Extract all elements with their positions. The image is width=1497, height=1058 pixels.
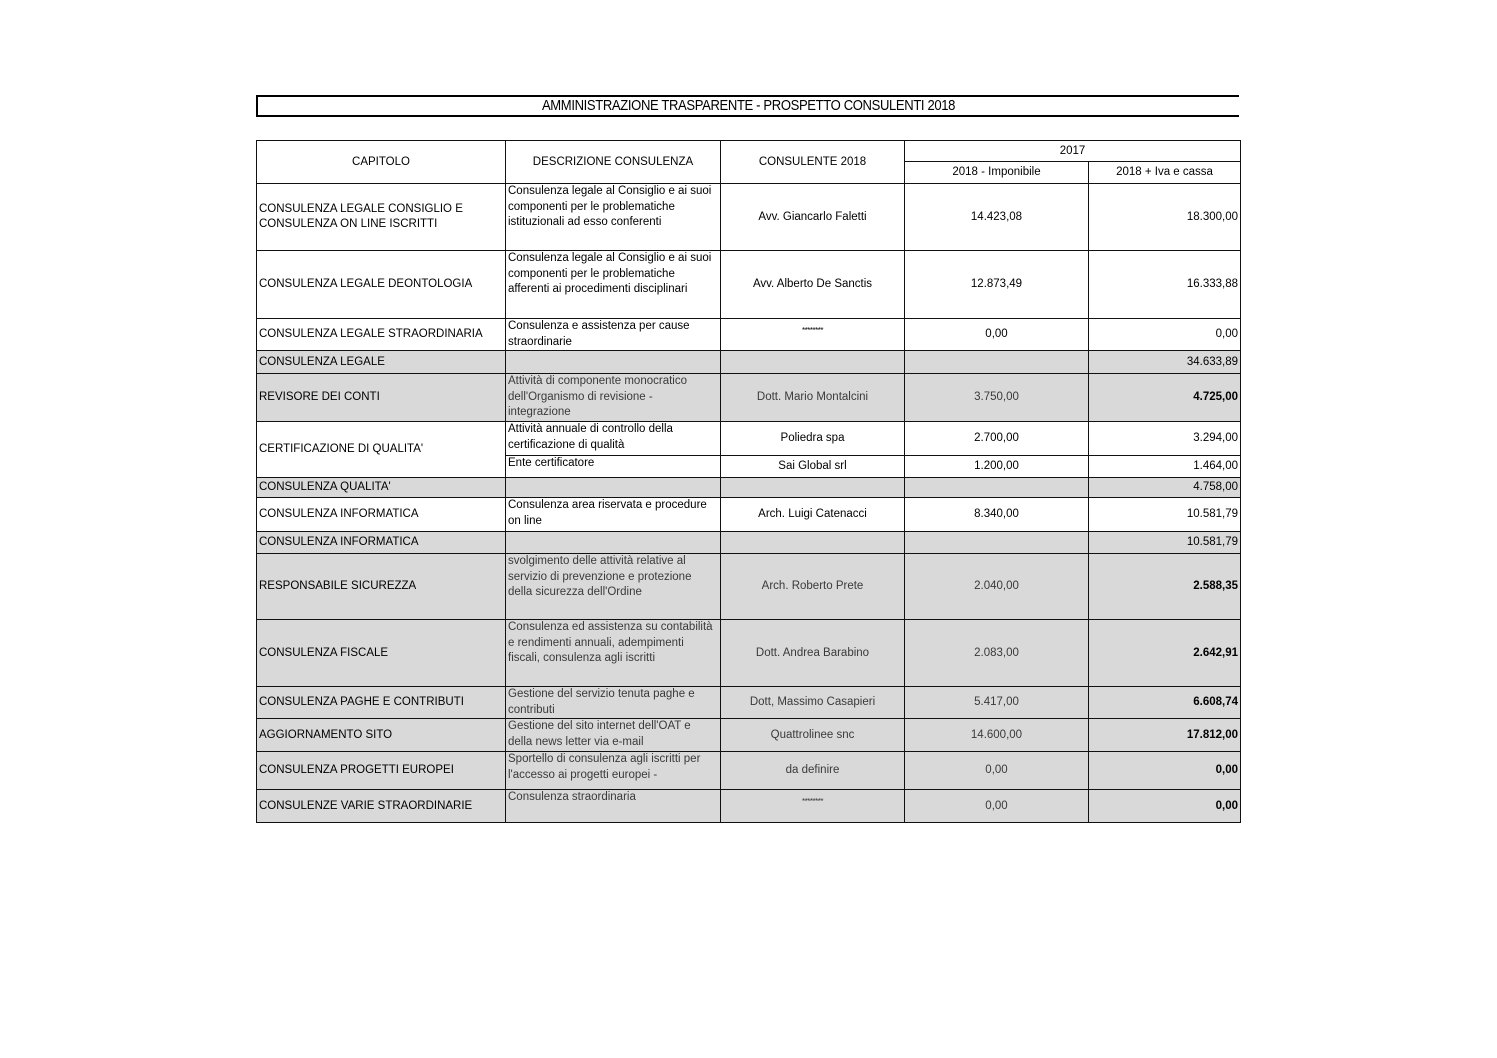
cell-descrizione: Ente certificatore bbox=[506, 456, 721, 478]
cell-consulente: ******** bbox=[721, 790, 905, 823]
cell-consulente: Dott. Mario Montalcini bbox=[721, 374, 905, 422]
cell-descrizione: Consulenza area riservata e procedure on line bbox=[506, 498, 721, 532]
table-row bbox=[257, 620, 1241, 687]
cell-capitolo: CONSULENZA LEGALE DEONTOLOGIA bbox=[257, 251, 506, 319]
cell-imponibile: 14.600,00 bbox=[905, 719, 1089, 752]
cell-consulente: Arch. Luigi Catenacci bbox=[721, 498, 905, 532]
cell-consulente: Sai Global srl bbox=[721, 456, 905, 478]
cell-imponibile-empty bbox=[905, 351, 1089, 374]
cell-imponibile: 2.040,00 bbox=[905, 554, 1089, 620]
cell-capitolo: CONSULENZA LEGALE bbox=[257, 351, 506, 374]
cell-descrizione: Attività annuale di controllo della certificazione di qualità bbox=[506, 422, 721, 456]
cell-capitolo: AGGIORNAMENTO SITO bbox=[257, 719, 506, 752]
cell-consulente: da definire bbox=[721, 752, 905, 790]
cell-imponibile-empty bbox=[905, 478, 1089, 498]
table-row bbox=[257, 554, 1241, 620]
subtotal-row bbox=[257, 351, 1241, 374]
cell-iva: 16.333,88 bbox=[1089, 251, 1241, 319]
cell-imponibile: 8.340,00 bbox=[905, 498, 1089, 532]
cell-consulente: Poliedra spa bbox=[721, 422, 905, 456]
table-row bbox=[257, 422, 1241, 456]
cell-subtotal: 10.581,79 bbox=[1089, 532, 1241, 554]
header-imponibile: 2018 - Imponibile bbox=[905, 162, 1089, 184]
table-row bbox=[257, 687, 1241, 719]
cell-subtotal: 4.758,00 bbox=[1089, 478, 1241, 498]
subtotal-row bbox=[257, 478, 1241, 498]
cell-imponibile: 2.083,00 bbox=[905, 620, 1089, 687]
cell-capitolo: CONSULENZA FISCALE bbox=[257, 620, 506, 687]
cell-consulente: Quattrolinee snc bbox=[721, 719, 905, 752]
cell-capitolo: CONSULENZA LEGALE CONSIGLIO E CONSULENZA ON LINE ISCRITTI bbox=[257, 184, 506, 251]
consultants-table bbox=[256, 140, 1241, 823]
cell-capitolo: CONSULENZA QUALITA' bbox=[257, 478, 506, 498]
cell-imponibile: 5.417,00 bbox=[905, 687, 1089, 719]
cell-consulente-empty bbox=[721, 478, 905, 498]
cell-iva: 1.464,00 bbox=[1089, 456, 1241, 478]
document-title: AMMINISTRAZIONE TRASPARENTE - PROSPETTO CONSULENTI 2018 bbox=[541, 98, 956, 114]
cell-capitolo: CERTIFICAZIONE DI QUALITA' bbox=[257, 422, 506, 478]
cell-imponibile-empty bbox=[905, 532, 1089, 554]
table-row bbox=[257, 790, 1241, 823]
table-row bbox=[257, 374, 1241, 422]
cell-descrizione: Consulenza legale al Consiglio e ai suoi componenti per le problematiche afferenti ai procedimenti disciplinari bbox=[506, 251, 721, 319]
cell-capitolo: CONSULENZA INFORMATICA bbox=[257, 498, 506, 532]
cell-capitolo: RESPONSABILE SICUREZZA bbox=[257, 554, 506, 620]
cell-iva: 0,00 bbox=[1089, 752, 1241, 790]
cell-descrizione: Consulenza e assistenza per cause straordinarie bbox=[506, 319, 721, 351]
cell-iva: 17.812,00 bbox=[1089, 719, 1241, 752]
cell-iva: 2.642,91 bbox=[1089, 620, 1241, 687]
cell-descrizione-empty bbox=[506, 351, 721, 374]
cell-iva: 0,00 bbox=[1089, 319, 1241, 351]
cell-iva: 4.725,00 bbox=[1089, 374, 1241, 422]
cell-imponibile: 0,00 bbox=[905, 752, 1089, 790]
cell-descrizione: Consulenza legale al Consiglio e ai suoi componenti per le problematiche istituzionali ad esso conferenti bbox=[506, 184, 721, 251]
document-title-box bbox=[256, 95, 1239, 117]
cell-descrizione: Sportello di consulenza agli iscritti per l'accesso ai progetti europei - bbox=[506, 752, 721, 790]
cell-descrizione: Gestione del servizio tenuta paghe e contributi bbox=[506, 687, 721, 719]
cell-iva: 2.588,35 bbox=[1089, 554, 1241, 620]
header-consulente: CONSULENTE 2018 bbox=[721, 141, 905, 184]
cell-imponibile: 2.700,00 bbox=[905, 422, 1089, 456]
cell-consulente: Dott. Andrea Barabino bbox=[721, 620, 905, 687]
cell-descrizione: Attività di componente monocratico dell'Organismo di revisione - integrazione bbox=[506, 374, 721, 422]
cell-capitolo: CONSULENZE VARIE STRAORDINARIE bbox=[257, 790, 506, 823]
table-row bbox=[257, 319, 1241, 351]
header-iva: 2018 + Iva e cassa bbox=[1089, 162, 1241, 184]
cell-capitolo: CONSULENZA INFORMATICA bbox=[257, 532, 506, 554]
cell-imponibile: 12.873,49 bbox=[905, 251, 1089, 319]
cell-consulente: Arch. Roberto Prete bbox=[721, 554, 905, 620]
cell-consulente: Avv. Alberto De Sanctis bbox=[721, 251, 905, 319]
cell-capitolo: REVISORE DEI CONTI bbox=[257, 374, 506, 422]
cell-consulente-empty bbox=[721, 351, 905, 374]
cell-descrizione: Gestione del sito internet dell'OAT e della news letter via e-mail bbox=[506, 719, 721, 752]
cell-iva: 10.581,79 bbox=[1089, 498, 1241, 532]
cell-iva: 6.608,74 bbox=[1089, 687, 1241, 719]
cell-subtotal: 34.633,89 bbox=[1089, 351, 1241, 374]
header-group-year: 2017 bbox=[905, 141, 1241, 162]
cell-capitolo: CONSULENZA LEGALE STRAORDINARIA bbox=[257, 319, 506, 351]
cell-consulente: Avv. Giancarlo Faletti bbox=[721, 184, 905, 251]
table-row bbox=[257, 251, 1241, 319]
cell-consulente: Dott, Massimo Casapieri bbox=[721, 687, 905, 719]
cell-descrizione: Consulenza straordinaria bbox=[506, 790, 721, 823]
header-descrizione: DESCRIZIONE CONSULENZA bbox=[506, 141, 721, 184]
table-row bbox=[257, 719, 1241, 752]
cell-iva: 18.300,00 bbox=[1089, 184, 1241, 251]
cell-imponibile: 0,00 bbox=[905, 319, 1089, 351]
cell-consulente: ******** bbox=[721, 319, 905, 351]
cell-capitolo: CONSULENZA PAGHE E CONTRIBUTI bbox=[257, 687, 506, 719]
cell-descrizione-empty bbox=[506, 532, 721, 554]
cell-imponibile: 1.200,00 bbox=[905, 456, 1089, 478]
cell-imponibile: 14.423,08 bbox=[905, 184, 1089, 251]
header-capitolo: CAPITOLO bbox=[257, 141, 506, 184]
cell-imponibile: 3.750,00 bbox=[905, 374, 1089, 422]
cell-descrizione: Consulenza ed assistenza su contabilità e rendimenti annuali, adempimenti fiscali, consulenza agli iscritti bbox=[506, 620, 721, 687]
table-row bbox=[257, 184, 1241, 251]
cell-consulente-empty bbox=[721, 532, 905, 554]
cell-imponibile: 0,00 bbox=[905, 790, 1089, 823]
subtotal-row bbox=[257, 532, 1241, 554]
table-row bbox=[257, 752, 1241, 790]
cell-capitolo: CONSULENZA PROGETTI EUROPEI bbox=[257, 752, 506, 790]
table-row bbox=[257, 498, 1241, 532]
cell-descrizione: svolgimento delle attività relative al servizio di prevenzione e protezione della sicurezza dell'Ordine bbox=[506, 554, 721, 620]
cell-descrizione-empty bbox=[506, 478, 721, 498]
cell-iva: 3.294,00 bbox=[1089, 422, 1241, 456]
cell-iva: 0,00 bbox=[1089, 790, 1241, 823]
